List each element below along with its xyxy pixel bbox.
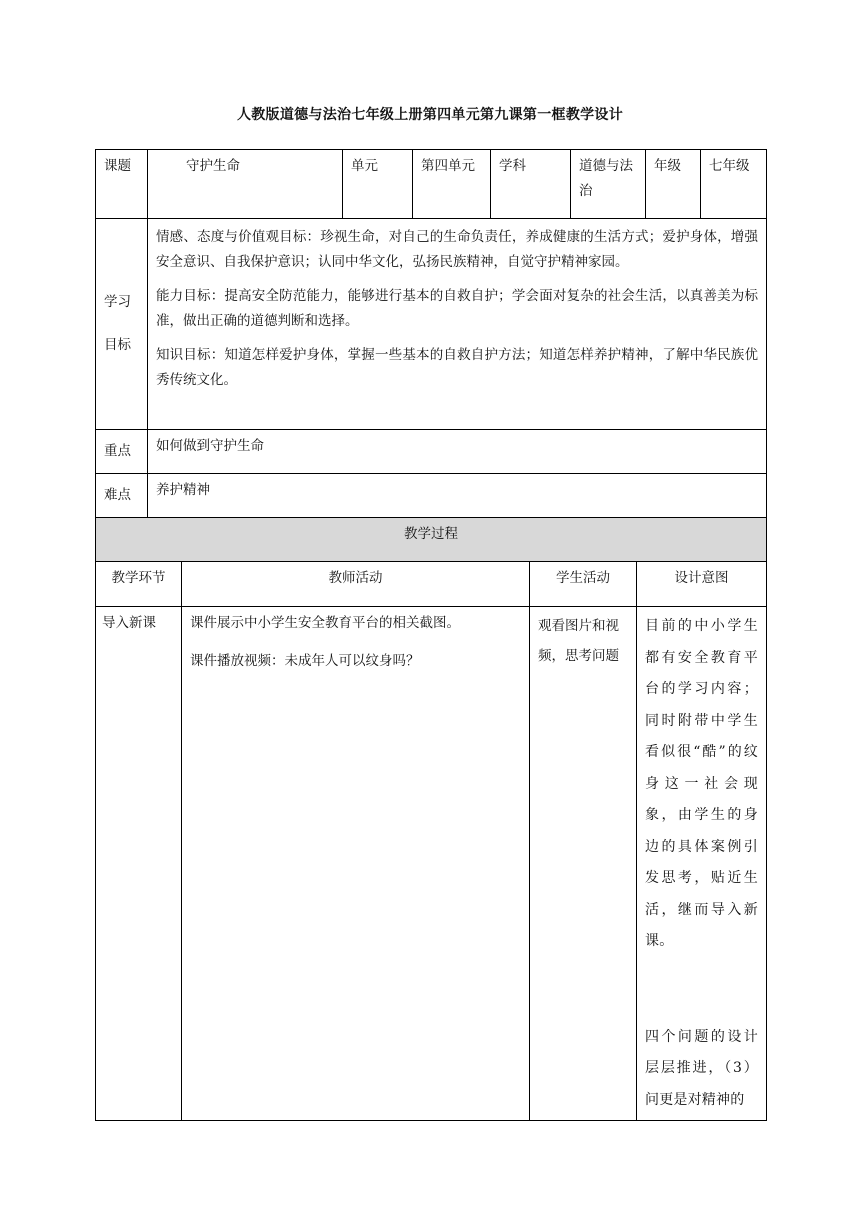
key-point-label: 重点 (96, 430, 148, 474)
process-columns-row (96, 562, 767, 607)
design-spacer (645, 958, 758, 1022)
grade-label: 年级 (646, 150, 701, 219)
stage-cell: 导入新课 (96, 607, 182, 1121)
col-teacher: 教师活动 (182, 562, 530, 607)
process-header: 教学过程 (96, 518, 767, 562)
goals-label (96, 219, 148, 430)
col-student: 学生活动 (530, 562, 637, 607)
goal-ability: 能力目标：提高安全防范能力，能够进行基本的自救自护；学会面对复杂的社会生活，以真善美为标准，做出正确的道德判断和选择。 (156, 288, 758, 329)
col-stage: 教学环节 (96, 562, 182, 607)
unit-value: 第四单元 (413, 150, 491, 219)
subject-label: 学科 (491, 150, 571, 219)
difficulty-value: 养护精神 (148, 474, 767, 518)
topic-value (148, 150, 343, 219)
difficulty-label: 难点 (96, 474, 148, 518)
goals-content (148, 219, 767, 430)
goals-label-line1: 学习 (104, 294, 131, 310)
lesson-info-table (95, 149, 767, 518)
teacher-activity-cell (182, 607, 530, 1121)
goal-affective: 情感、态度与价值观目标：珍视生命，对自己的生命负责任，养成健康的生活方式；爱护身体，增强安全意识、自我保护意识；认同中华文化，弘扬民族精神，自觉守护精神家园。 (156, 229, 758, 270)
goals-label-line2: 目标 (104, 337, 131, 353)
info-row (96, 150, 767, 219)
teacher-activity-1: 课件展示中小学生安全教育平台的相关截图。 (190, 615, 460, 631)
topic-value-text: 守护生命 (186, 158, 240, 174)
teaching-process-table (95, 517, 767, 1121)
key-point-row (96, 430, 767, 474)
document-title: 人教版道德与法治七年级上册第四单元第九课第一框教学设计 (236, 107, 624, 123)
design-intent-1: 目前的中小学生都有安全教育平台的学习内容；同时附带中学生看似很“酷”的纹身这一社会现象，由学生的身边的具体案例引发思考，贴近生活，继而导入新课。 (645, 618, 758, 949)
unit-label: 单元 (343, 150, 413, 219)
goal-knowledge: 知识目标：知道怎样爱护身体，掌握一些基本的自救自护方法；知道怎样养护精神，了解中华民族优秀传统文化。 (156, 347, 758, 388)
key-point-value: 如何做到守护生命 (148, 430, 767, 474)
student-activity-cell: 观看图片和视频，思考问题 (530, 607, 637, 1121)
subject-value: 道德与法治 (571, 150, 646, 219)
difficulty-row (96, 474, 767, 518)
teacher-activity-2: 课件播放视频：未成年人可以纹身吗？ (190, 653, 420, 669)
col-design: 设计意图 (637, 562, 767, 607)
topic-label: 课题 (96, 150, 148, 219)
process-header-row (96, 518, 767, 562)
goals-row (96, 219, 767, 430)
design-intent-2: 四个问题的设计层层推进，（3）问更是对精神的 (645, 1028, 758, 1108)
design-intent-cell (637, 607, 767, 1121)
process-row (96, 607, 767, 1121)
grade-value: 七年级 (701, 150, 767, 219)
